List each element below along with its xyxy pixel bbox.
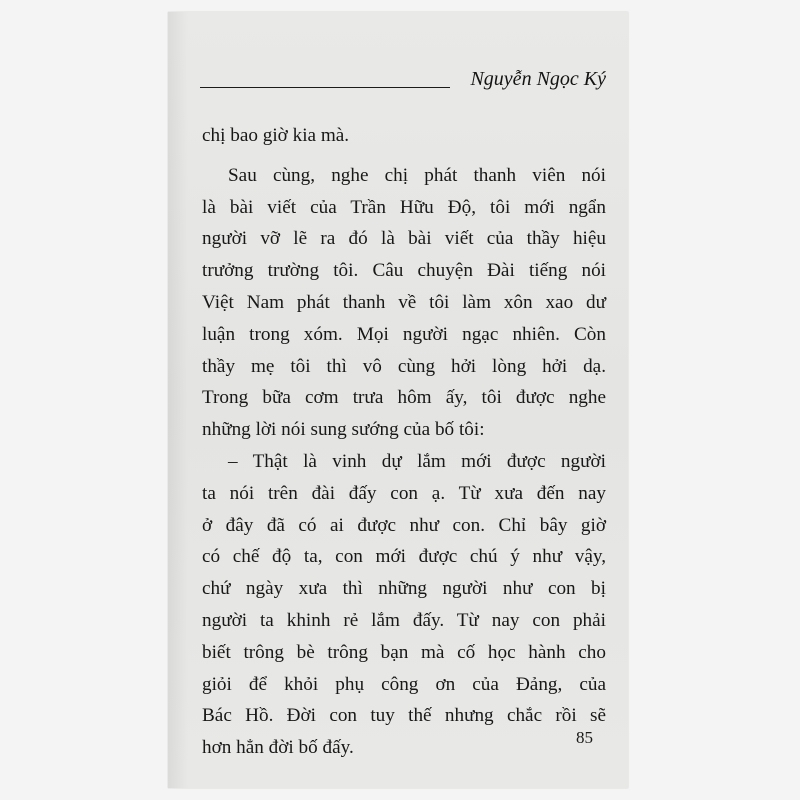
text-line: giỏi để khỏi phụ công ơn của Đảng, của bbox=[202, 673, 606, 695]
text-line: những lời nói sung sướng của bố tôi: bbox=[202, 419, 485, 441]
text-line: chứ ngày xưa thì những người như con bị bbox=[202, 578, 606, 600]
text-line: biết trông bè trông bạn mà cố học hành cho bbox=[202, 641, 606, 663]
text-line: trưởng trường tôi. Câu chuyện Đài tiếng nói bbox=[202, 260, 606, 282]
author-name: Nguyễn Ngọc Ký bbox=[470, 68, 606, 90]
text-line: hơn hẳn đời bố đấy. bbox=[202, 737, 354, 759]
text-line: thầy mẹ tôi thì vô cùng hởi lòng hởi dạ. bbox=[202, 355, 606, 377]
book-page bbox=[168, 12, 628, 788]
text-line: – Thật là vinh dự lắm mới được người bbox=[228, 450, 606, 472]
text-line: ở đây đã có ai được như con. Chỉ bây giờ bbox=[202, 514, 606, 536]
page-gutter-shadow bbox=[168, 12, 188, 788]
header-rule bbox=[200, 87, 450, 88]
text-line: luận trong xóm. Mọi người ngạc nhiên. Còn bbox=[202, 323, 606, 345]
text-line: người ta khinh rẻ lắm đấy. Từ nay con phải bbox=[202, 609, 606, 631]
text-line: ta nói trên đài đấy con ạ. Từ xưa đến nay bbox=[202, 482, 606, 504]
text-line: Việt Nam phát thanh về tôi làm xôn xao dư bbox=[202, 291, 606, 313]
body-text bbox=[202, 120, 606, 764]
text-line: Sau cùng, nghe chị phát thanh viên nói bbox=[228, 164, 606, 186]
text-line: Trong bữa cơm trưa hôm ấy, tôi được nghe bbox=[202, 387, 606, 409]
text-line: chị bao giờ kia mà. bbox=[202, 125, 350, 146]
text-line: người vỡ lẽ ra đó là bài viết của thầy hiệu bbox=[202, 228, 606, 250]
text-line: có chế độ ta, con mới được chú ý như vậy, bbox=[202, 546, 606, 568]
page-number: 85 bbox=[576, 728, 593, 747]
text-line: là bài viết của Trần Hữu Độ, tôi mới ngẩn bbox=[202, 196, 606, 218]
text-line: Bác Hồ. Đời con tuy thế nhưng chắc rồi sẽ bbox=[202, 705, 606, 727]
running-header bbox=[200, 64, 620, 98]
